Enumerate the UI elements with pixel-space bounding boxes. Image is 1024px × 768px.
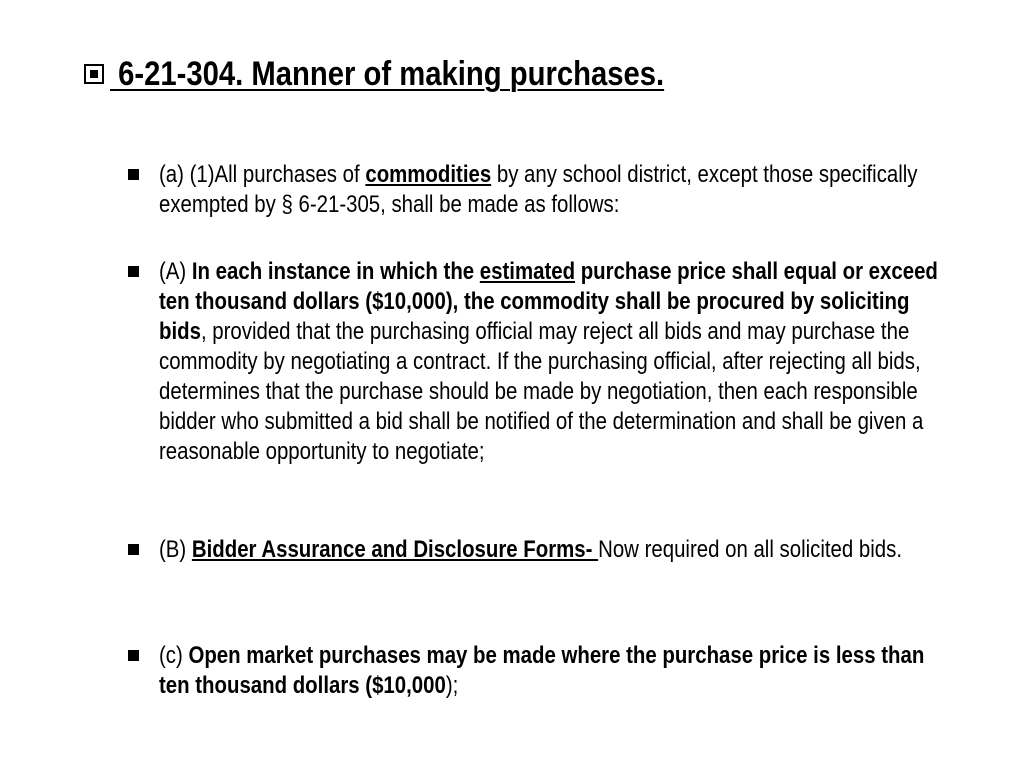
list-item-text xyxy=(159,160,950,220)
bold-text: Open market purchases may be made where the purchase price is less than ten thousand dollars ($10,000 xyxy=(159,642,925,699)
item-body: by any school district, except those specifically exempted by § 6-21-305, shall be made as follows: xyxy=(159,161,918,218)
item-label: (c) xyxy=(159,642,189,669)
list-item-c xyxy=(128,641,1024,701)
list-item-text xyxy=(159,641,950,701)
bullet-dot xyxy=(90,70,98,78)
square-bullet-icon xyxy=(128,266,139,277)
keyword-commodities: commodities xyxy=(365,161,492,188)
list-item-a xyxy=(128,160,1024,220)
title-text: 6-21-304. Manner of making purchases. xyxy=(110,55,665,93)
square-bullet-icon xyxy=(128,544,139,555)
keyword-estimated: estimated xyxy=(479,258,576,285)
item-label: (a) (1)All purchases of xyxy=(159,161,366,188)
item-label: (A) xyxy=(159,258,192,285)
item-label: (B) xyxy=(159,536,192,563)
bold-text: purchase price shall equal or exceed ten thousand dollars ($10,000), the commodity shall be procured by soliciting bids xyxy=(159,258,938,345)
item-body: ); xyxy=(445,672,459,699)
item-body: , provided that the purchasing official may reject all bids and may purchase the commodity by negotiating a contract. If the purchasing official, after rejecting all bids, determines that the purchase should be made by negotiation, then each responsible bidder who submitted a bid shall be notified of the determination and shall be given a reasonable opportunity to negotiate; xyxy=(159,318,924,465)
boxed-square-bullet-icon xyxy=(84,64,104,84)
slide-title xyxy=(84,52,754,96)
square-bullet-icon xyxy=(128,650,139,661)
list-item-A xyxy=(128,257,1024,467)
item-body: Now required on all solicited bids. xyxy=(598,536,902,563)
list-item-text xyxy=(159,535,950,565)
keyword-bidder-forms: Bidder Assurance and Disclosure Forms- xyxy=(191,536,599,563)
bold-text: In each instance in which the xyxy=(191,258,480,285)
list-item-B xyxy=(128,535,1024,565)
square-bullet-icon xyxy=(128,169,139,180)
list-item-text xyxy=(159,257,950,467)
